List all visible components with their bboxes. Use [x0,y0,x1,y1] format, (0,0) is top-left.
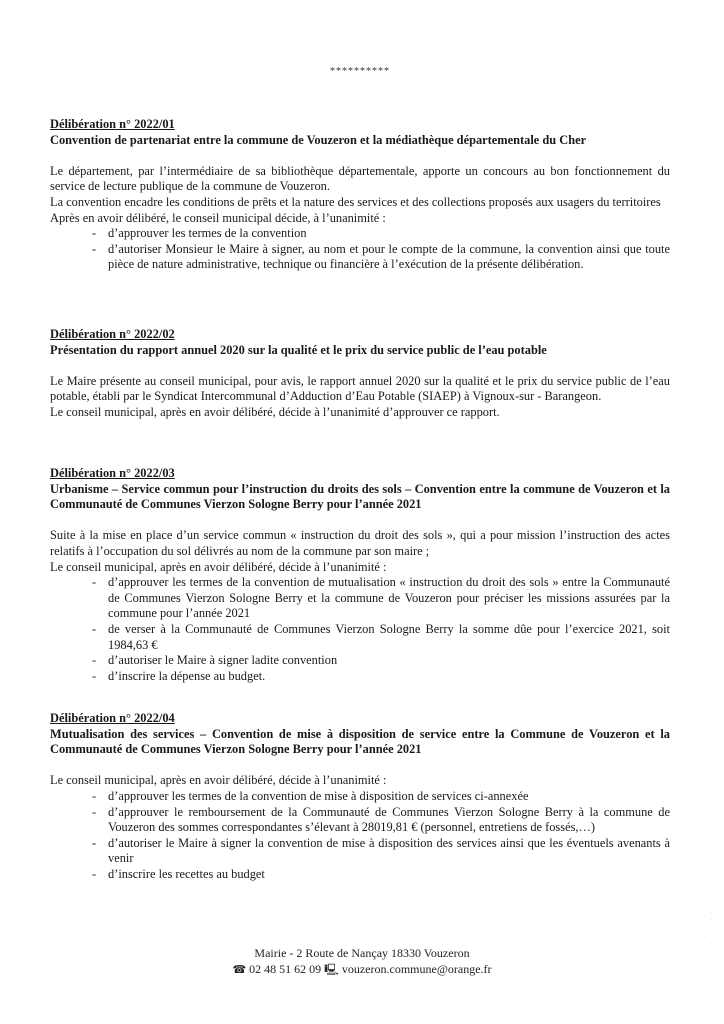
paragraph: La convention encadre les conditions de prêts et la nature des services et des collections proposés aux usagers du territoires [50,194,661,209]
decision-item: - d’approuver les termes de la convention de mise à disposition de services ci-annexée [92,788,529,803]
paragraph: Le conseil municipal, après en avoir délibéré, décide à l’unanimité : [50,559,387,574]
deliberation-title: Présentation du rapport annuel 2020 sur la qualité et le prix du service public de l’eau potable [50,342,547,357]
telephone-icon: ☎ [232,964,247,976]
deliberation-number: Délibération n° 2022/03 [50,466,175,480]
dash-bullet: - [92,788,97,803]
dash-bullet: - [92,668,97,683]
decision-item: - d’inscrire les recettes au budget [92,866,265,881]
separator: ********** [330,66,390,77]
decision-list [50,575,670,684]
dash-bullet: - [92,835,97,850]
decision-item: - de verser à la Communauté de Communes Vierzon Sologne Berry la somme dûe pour l’exercice 2021, soit 1984,63 € [92,621,670,652]
dash-bullet: - [92,653,97,668]
computer-icon: 🖳 [324,964,339,976]
dash-bullet: - [92,621,97,636]
dash-bullet: - [92,575,97,590]
page-footer [0,945,724,978]
decision-list [50,226,670,273]
deliberation-2022-01 [50,117,670,273]
deliberation-2022-02 [50,327,670,421]
deliberation-title: Convention de partenariat entre la commune de Vouzeron et la médiathèque départementale du Cher [50,132,587,147]
paragraph: Le conseil municipal, après en avoir délibéré, décide à l’unanimité d’approuver ce rapport. [50,404,500,419]
paragraph: Suite à la mise en place d’un service commun « instruction du droit des sols », qui a pour mission l’instruction des actes relatifs à l’occupation du sol délivrés au nom de la commune par son maire ; [50,528,670,558]
decision-item: - d’approuver les termes de la convention de mutualisation « instruction du droit des sols » entre la Communauté de Communes Vierzon Sologne Berry et la commune de Vouzeron pour préciser les missions assurées par la commune pour l’année 2021 [92,575,670,621]
dash-bullet: - [92,226,97,241]
decision-item: - d’inscrire la dépense au budget. [92,668,266,683]
deliberation-title: Urbanisme – Service commun pour l’instruction du droits des sols – Convention entre la commune de Vouzeron et la Communauté de Communes Vierzon Sologne Berry pour l’année 2021 [50,481,670,512]
deliberation-title: Mutualisation des services – Convention de mise à disposition de service entre la Commune de Vouzeron et la Communauté de Communes Vierzon Sologne Berry pour l’année 2021 [50,726,670,757]
footer-phone: 02 48 51 62 09 [249,962,322,976]
decision-list [50,789,670,883]
footer-contact [0,961,724,978]
deliberation-2022-04 [50,711,670,883]
decision-item: - d’autoriser le Maire à signer ladite convention [92,653,338,668]
paragraph: Le conseil municipal, après en avoir délibéré, décide à l’unanimité : [50,773,387,788]
deliberation-number: Délibération n° 2022/02 [50,327,175,341]
paragraph: Le département, par l’intermédiaire de sa bibliothèque départementale, apporte un concours au bon fonctionnement du service de lecture publique de la commune de Vouzeron. [50,163,670,194]
scan-edge-marks: · · · · · · [710,905,712,965]
dash-bullet: - [92,866,97,881]
deliberation-number: Délibération n° 2022/04 [50,711,175,725]
deliberation-2022-03 [50,466,670,684]
decision-item: - d’autoriser le Maire à signer la convention de mise à disposition des services ainsi que les éventuels avenants à venir [92,835,670,866]
footer-address: Mairie - 2 Route de Nançay 18330 Vouzeron [254,946,470,960]
dash-bullet: - [92,804,97,819]
dash-bullet: - [92,241,97,256]
footer-email: vouzeron.commune@orange.fr [341,962,492,976]
decision-item: - d’approuver le remboursement de la Communauté de Communes Vierzon Sologne Berry à la commune de Vouzeron des sommes correspondantes s’élevant à 28019,81 € (personnel, entretiens de fossés,…) [92,804,670,835]
paragraph: Après en avoir délibéré, le conseil municipal décide, à l’unanimité : [50,210,386,225]
paragraph: Le Maire présente au conseil municipal, pour avis, le rapport annuel 2020 sur la qualité et le prix du service public de l’eau potable, établi par le Syndicat Intercommunal d’Adduction d’Eau Potable (SIAEP) à Vignoux-sur - Barangeon. [50,373,670,404]
decision-item: - d’autoriser Monsieur le Maire à signer, au nom et pour le compte de la commune, la convention ainsi que toute pièce de nature administrative, technique ou financière à l’exécution de la présente délibération. [92,241,670,272]
decision-item: - d’approuver les termes de la convention [92,226,307,241]
deliberation-number: Délibération n° 2022/01 [50,117,175,131]
